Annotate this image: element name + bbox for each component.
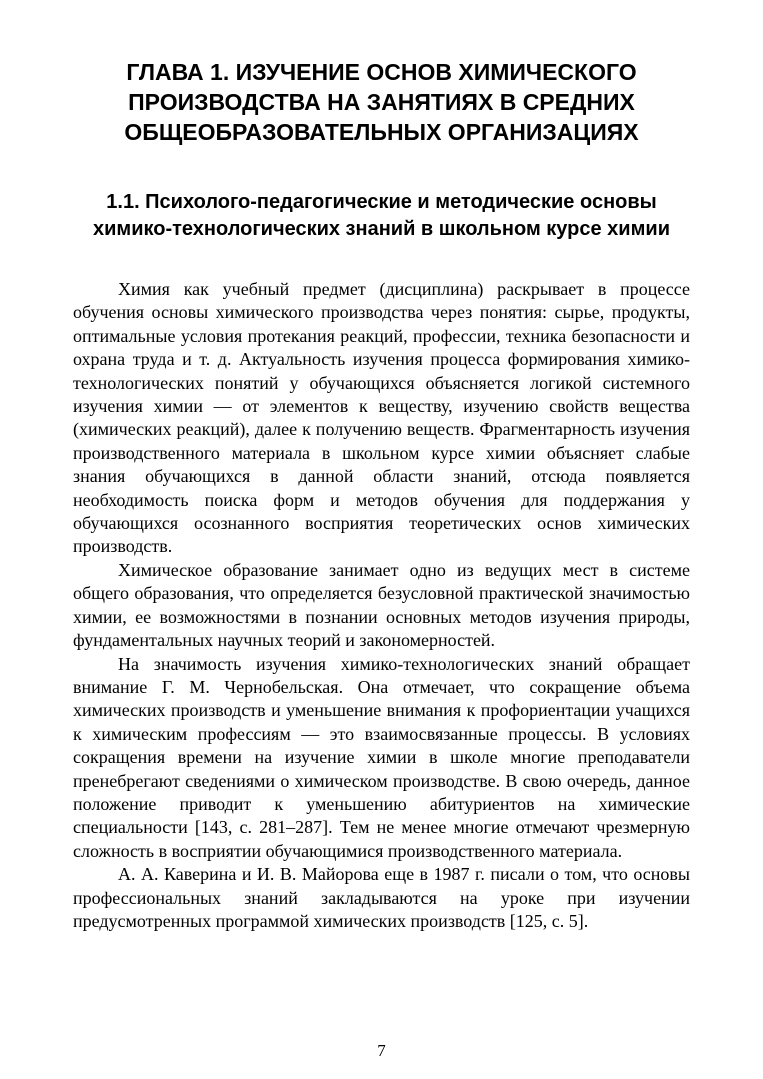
chapter-title: ГЛАВА 1. ИЗУЧЕНИЕ ОСНОВ ХИМИЧЕСКОГО ПРОИЗВОДСТВА НА ЗАНЯТИЯХ В СРЕДНИХ ОБЩЕОБРАЗОВАТЕЛЬНЫХ ОРГАНИЗАЦИЯХ (124, 59, 639, 145)
paragraph: Химия как учебный предмет (дисциплина) раскрывает в процессе обучения основы химического производства через понятия: сырье, продукты, оптимальные условия протекания реакций, профессии, техника безопасности и охрана труда и т. д. Актуальность изучения процесса формирования химико-технологических понятий у обучающихся объясняется логикой системного изучения химии — от элементов к веществу, изучению свойств вещества (химических реакций), далее к получению веществ. Фрагментарность изучения производственного материала в школьном курсе химии объясняет слабые знания обучающихся в данной области знаний, отсюда появляется необходимость поиска форм и методов обучения для поддержания у обучающихся осознанного восприятия теоретических основ химических производств. (73, 279, 690, 557)
page-number: 7 (377, 1041, 386, 1060)
document-page (73, 0, 690, 1079)
paragraph: Химическое образование занимает одно из ведущих мест в системе общего образования, что определяется безусловной практической значимостью химии, ее возможностями в познании основных методов изучения природы, фундаментальных научных теорий и закономерностей. (73, 559, 690, 651)
section-title: 1.1. Психолого-педагогические и методические основы химико-технологических знаний в школьном курсе химии (92, 191, 670, 240)
body-text (73, 278, 690, 933)
paragraph: На значимость изучения химико-технологических знаний обращает внимание Г. М. Чернобельская. Она отмечает, что сокращение объема химических производств и уменьшение внимания к профориентации учащихся к химическим профессиям — это взаимосвязанные процессы. В условиях сокращения времени на изучение химии в школе многие преподаватели пренебрегают сведениями о химическом производстве. В свою очередь, данное положение приводит к уменьшению абитуриентов на химические специальности [143, с. 281–287]. Тем не менее многие отмечают чрезмерную сложность в восприятии обучающимися производственного материала. (73, 653, 690, 861)
paragraph: А. А. Каверина и И. В. Майорова еще в 1987 г. писали о том, что основы профессиональных знаний закладываются на уроке при изучении предусмотренных программой химических производств [125, с. 5]. (73, 864, 690, 931)
